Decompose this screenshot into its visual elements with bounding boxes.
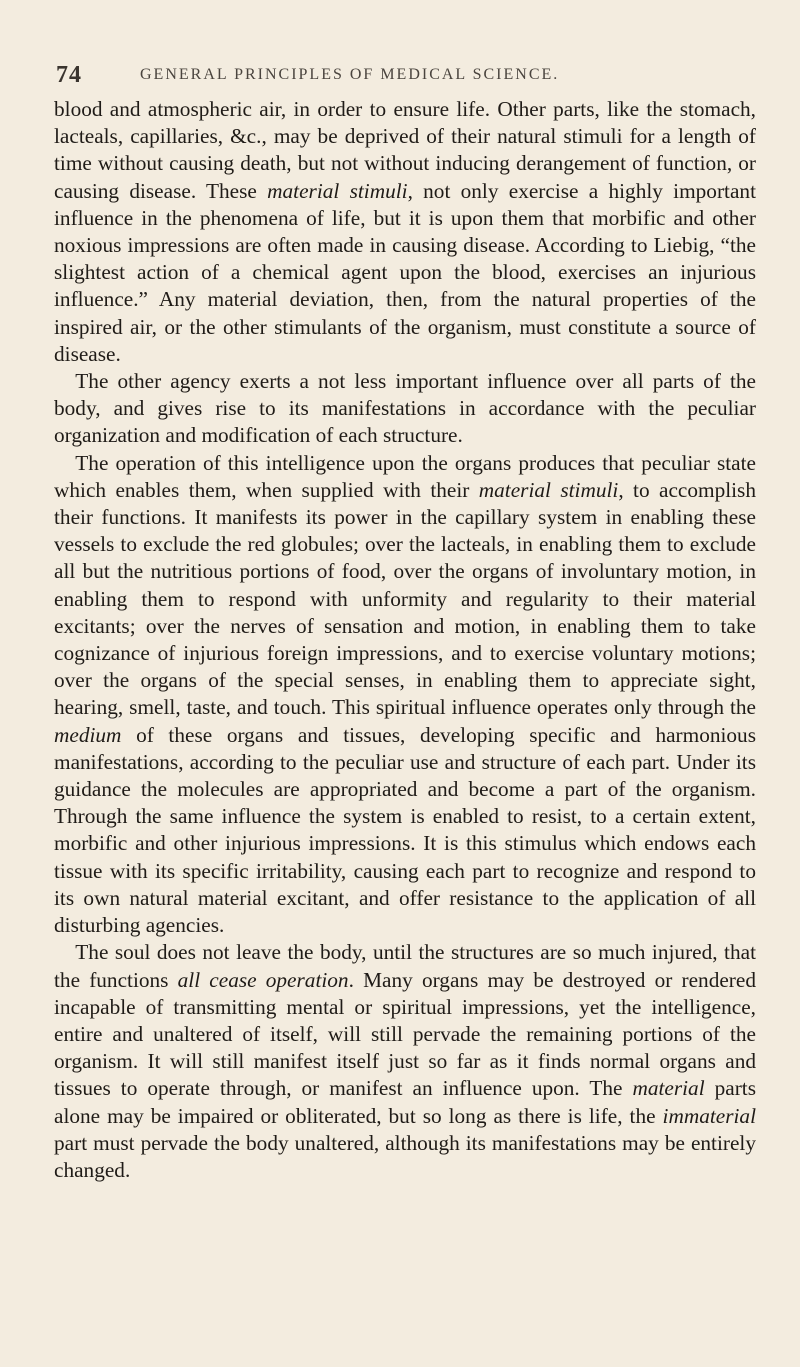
running-head-title: GENERAL PRINCIPLES OF MEDICAL SCIENCE. <box>140 66 560 83</box>
body-text <box>54 96 756 1184</box>
paragraph <box>54 450 756 940</box>
paragraph-text: . Many organs may be destroyed or rendered incapable of transmitting mental or spiritual impressions, yet the intelligence, entire and unaltered of itself, will still pervade the remaining portions of the organism. It will still manifest itself just so far as it finds normal organs and tissues to operate through, or manifest an influence upon. The <box>54 967 757 1101</box>
italic-text: medium <box>54 722 122 747</box>
italic-text: material <box>632 1076 705 1101</box>
running-head <box>56 62 756 88</box>
paragraph-text: The soul does not leave the body, until the structures are so much injured, that the functions <box>54 940 756 992</box>
paragraph-text: parts alone may be impaired or obliterated, but so long as there is life, the <box>54 1076 756 1128</box>
paragraph <box>54 96 756 368</box>
paragraph-text: part must pervade the body unaltered, although its manifestations may be entirely changed. <box>54 1130 756 1182</box>
page-number: 74 <box>56 62 82 88</box>
paragraph <box>54 368 756 450</box>
italic-text: material stimuli <box>478 477 619 502</box>
paragraph-text: of these organs and tissues, developing specific and harmonious manifestations, according to the peculiar use and structure of each part. Under its guidance the molecules are appropriated and become a part of the organism. Through the same influence the system is enabled to resist, to a certain extent, morbific and other injurious impressions. It is this stimulus which endows each tissue with its specific irritability, causing each part to recognize and respond to its own natural material excitant, and offer resistance to the application of all disturbing agencies. <box>54 722 756 938</box>
italic-text: all cease operation <box>177 967 349 992</box>
paragraph-text: The other agency exerts a not less important influence over all parts of the body, and gives rise to its manifestations in accordance with the peculiar organization and modification of each structure. <box>54 369 756 448</box>
paragraph-text: , not only exercise a highly important influence in the phenomena of life, but it is upon them that morbific and other noxious impressions are often made in causing disease. According to Liebig, “the slightest action of a chemical agent upon the blood, exercises an injurious influence.” Any material deviation, then, from the natural properties of the inspired air, or the other stimulants of the organism, must constitute a source of disease. <box>54 178 756 366</box>
italic-text: material stimuli <box>267 178 408 203</box>
paragraph <box>54 939 756 1184</box>
paragraph-text: , to accomplish their functions. It manifests its power in the capillary system in enabling these vessels to exclude the red globules; over the lacteals, in enabling them to exclude all but the nutritious portions of food, over the organs of involuntary motion, in enabling them to respond with unformity and regularity to their material excitants; over the nerves of sensation and motion, in enabling them to take cognizance of injurious foreign impressions, and to exercise voluntary motions; over the organs of the special senses, in enabling them to appreciate sight, hearing, smell, taste, and touch. This spiritual influence operates only through the <box>54 477 756 720</box>
italic-text: immaterial <box>662 1103 756 1128</box>
paragraph-text: blood and atmospheric air, in order to ensure life. Other parts, like the stomach, lacteals, capillaries, &c., may be deprived of their natural stimuli for a length of time without causing death, but not without inducing derangement of function, or causing disease. These <box>54 97 756 203</box>
paragraph-text: The operation of this intelligence upon the organs produces that peculiar state which enables them, when supplied with their <box>54 450 756 502</box>
